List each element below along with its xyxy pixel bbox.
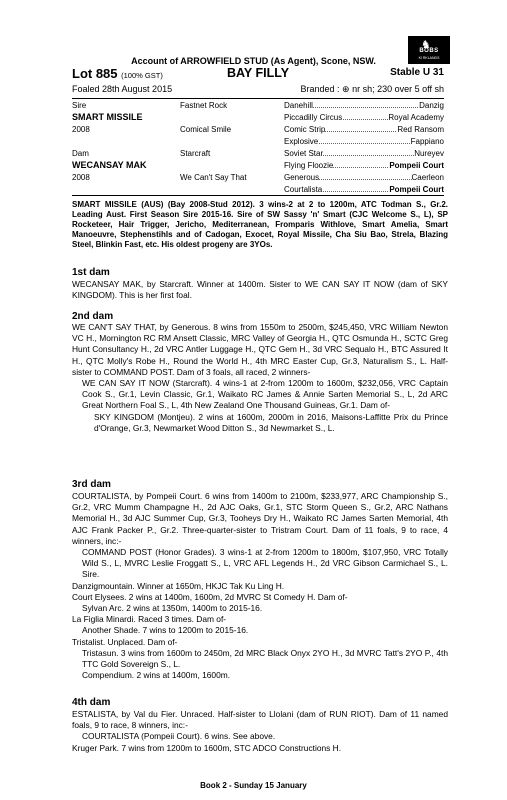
dam-of-sire: Comical Smile [180,125,232,134]
second-dam-heading: 2nd dam [72,311,114,322]
foaled-date: Foaled 28th August 2015 [72,84,173,94]
fourth-dam-line: Kruger Park. 7 wins from 1200m to 1600m, STC ADCO Constructions H. [72,742,342,753]
logo-subtext: KI RKLANDS [418,56,440,60]
first-dam-heading: 1st dam [72,267,110,278]
third-dam-line: COMMAND POST (Honor Grades). 3 wins-1 at 2-from 1200m to 1800m, $107,950, VRC Totally Wild S., L, MVRC Leslie Froggatt S., L, VRC AFL Legends H., 2d VRC Gibson Carmichael S., L. Sire. [82,547,448,580]
gst-label: (100% GST) [121,71,163,80]
sire-label: Sire [72,101,87,110]
page-footer: Book 2 - Sunday 15 January [200,781,307,790]
divider-top [72,98,444,99]
pedigree-table: Sire SMART MISSILE 2008 Dam WECANSAY MAK 2008 Fastnet Rock Comical Smile Starcraft We Can't Say That Danehill Danzig Piccadilly Circus Royal Academy Comic Strip Red Ransom Explosive Fappiano Soviet Star Nureyev Flying Floozie Pompeii Court Generous Caerleon Courtalista Pompeii Court [72,101,444,194]
third-dam-line: Danzigmountain. Winner at 1650m, HKJC Tak Ku Ling H. [72,580,285,591]
divider-bottom [72,195,444,196]
fourth-dam-heading: 4th dam [72,697,111,708]
sire-of-sire: Fastnet Rock [180,101,228,110]
third-dam-line: Compendium. 2 wins at 1400m, 1600m. [82,670,231,681]
branded-info: Branded : ⊕ nr sh; 230 over 5 off sh [300,84,444,94]
sire-of-dam: Starcraft [180,149,211,158]
first-dam-text: WECANSAY MAK, by Starcraft. Winner at 1400m. Sister to WE CAN SAY IT NOW (dam of SKY KINGDOM). This is her first foal. [72,279,448,301]
third-dam-line: Tristasun. 3 wins from 1600m to 2450m, 2d MRC Black Onyx 2YO H., 3d MVRC Tatt's 2YO P., 4th TTC Gold Sovereign S., L. [82,647,448,670]
sire-year: 2008 [72,125,90,134]
fourth-dam-text [72,709,448,754]
logo-text: BOBS [419,48,439,54]
lot-number: Lot 885 (100% GST) [72,66,163,81]
second-dam-text [72,322,448,434]
third-dam-heading: 3rd dam [72,479,111,490]
fourth-dam-main: ESTALISTA, by Val du Fier. Unraced. Half-sister to Llolani (dam of RUN RIOT). Dam of 11 named foals, 9 to race, 8 winners, inc:- [72,709,448,731]
second-dam-main: WE CAN'T SAY THAT, by Generous. 8 wins from 1550m to 2500m, $245,450, VRC William Newton VC H., Mornington RC RM Ansett Classic, MRC Valley of Georgia H., QTC Osmunda H., SCTC Greg Hunt Consultancy H., 2d VRC Antler Luggage H., QTC Gem H., 3d VRC Sequalo H., BTC Assured It H., QTC Molly's Robe H., Round the World H., 4th MRC Easter Cup, Gr.3, Naturalism S., L. Half-sister to COMMAND POST. Dam of 3 foals, all raced, 2 winners- [72,322,448,377]
fourth-dam-line: COURTALISTA (Pompeii Court). 6 wins. See above. [82,731,276,742]
third-dam-text [72,491,448,681]
third-dam-line: La Figlia Minardi. Raced 3 times. Dam of- [72,614,227,625]
dam-of-dam: We Can't Say That [180,173,247,182]
sire-name: SMART MISSILE [72,112,143,122]
bobs-logo [408,36,450,64]
dam-label: Dam [72,149,89,158]
third-dam-line: Tristalist. Unplaced. Dam of- [72,636,178,647]
second-dam-child: WE CAN SAY IT NOW (Starcraft). 4 wins-1 at 2-from 1200m to 1600m, $232,056, VRC Captain Cook S., Gr.1, Levin Classic, Gr.1, Waikato RC James & Annie Sarten Memorial S., L, 2d ARC Great Northern Foal S., L, 4th New Zealand One Thousand Guineas, Gr.1. Dam of- [82,378,448,411]
dam-name: WECANSAY MAK [72,160,147,170]
third-dam-line: Court Elysees. 2 wins at 1400m, 1600m, 2d MVRC St Comedy H. Dam of- [72,591,348,602]
consignor-line: Account of ARROWFIELD STUD (As Agent), Scone, NSW. [131,56,376,66]
dam-year: 2008 [72,173,90,182]
lot-line [72,66,444,80]
sire-summary: SMART MISSILE (AUS) (Bay 2008-Stud 2012). 3 wins-2 at 2 to 1200m, ATC Todman S., Gr.2. Leading Aust. First Season Sire 2015-16. Sire of SW Sassy 'n' Smart (CJC Welcome S., L), SP Rocketeer, Hair Trigger, Jericho, Mediterranean, Fromparis Withlove, Smart Amelia, Smart Manoeuvre, Stephenstihls and of Cadogan, Exocet, Royal Missile, Cha Siu Bao, Strela, Blazing Steel, Blinkin Fast, etc. His oldest progeny are 3YOs. [72,200,448,249]
horse-icon: ♞ [421,39,431,51]
third-dam-main: COURTALISTA, by Pompeii Court. 6 wins from 1400m to 2100m, $233,977, ARC Championship S., Gr.2, VRC Mumm Champagne H., 2d AJC Oaks, Gr.1, STC Storm Queen S., Gr.2, ARC Nathans Memorial H., 3d AJC Summer Cup, Gr.3, Tooheys Dry H., Waikato RC James Sarten Memorial, 4th AJC Frank Packer P., Gr.2. Three-quarter-sister to Tristram Court. Dam of 11 foals, 9 to race, 4 winners, inc:- [72,491,448,546]
lot-title: BAY FILLY [226,66,290,80]
third-dam-line: Another Shade. 7 wins to 1200m to 2015-16. [82,625,249,636]
second-dam-grandchild: SKY KINGDOM (Montjeu). 2 wins at 1600m, 2000m in 2016, Maisons-Laffitte Prix du Prince d'Orange, Gr.3, Newmarket Wood Ditton S., 3d Newmarket S., L. [94,411,448,433]
stable-number: Stable U 31 [390,67,444,78]
third-dam-line: Sylvan Arc. 2 wins at 1350m, 1400m to 2015-16. [82,603,263,614]
